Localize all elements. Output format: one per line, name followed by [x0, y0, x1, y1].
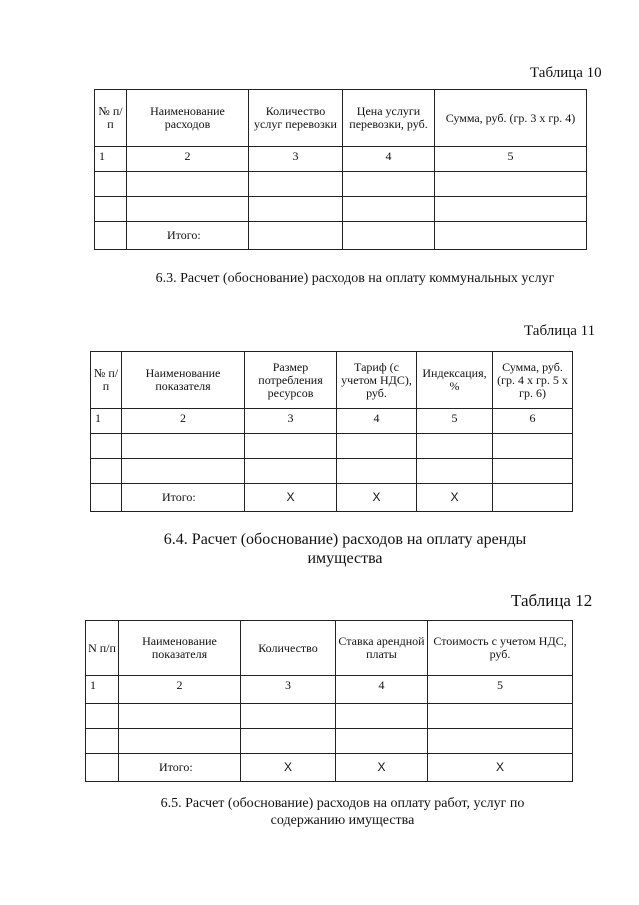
column-number: 2: [127, 147, 249, 172]
header-cell: Ставка арендной платы: [336, 621, 428, 676]
header-cell: Наименование расходов: [127, 90, 249, 147]
section-heading-6-3: 6.3. Расчет (обоснование) расходов на оплату коммунальных услуг: [155, 271, 555, 286]
header-cell: № п/п: [95, 90, 127, 147]
table-row: [95, 197, 587, 222]
column-number: 2: [119, 676, 241, 704]
total-cell: [249, 222, 343, 250]
table-header-row: [86, 621, 573, 676]
table10: [94, 89, 587, 250]
total-cell: [493, 484, 573, 512]
header-cell: Наименование показателя: [122, 352, 245, 409]
table10-caption: Таблица 10: [530, 65, 602, 81]
section-heading-6-5: 6.5. Расчет (обоснование) расходов на оплату работ, услуг по содержанию имущества: [160, 796, 525, 828]
column-number: 5: [417, 409, 493, 434]
total-label: Итого:: [127, 222, 249, 250]
column-number: 3: [249, 147, 343, 172]
table-header-row: [95, 90, 587, 147]
total-cell: X: [337, 484, 417, 512]
column-number: 5: [428, 676, 573, 704]
section-heading-6-4: 6.4. Расчет (обоснование) расходов на оплату аренды имущества: [163, 531, 527, 567]
total-cell: X: [336, 754, 428, 782]
column-number-row: [86, 676, 573, 704]
total-cell: [343, 222, 435, 250]
table11-caption: Таблица 11: [524, 323, 596, 339]
column-number: 3: [245, 409, 337, 434]
table11: [90, 351, 573, 512]
table-header-row: [91, 352, 573, 409]
header-cell: № п/п: [91, 352, 122, 409]
column-number-row: [91, 409, 573, 434]
total-cell: [435, 222, 587, 250]
table-row: [91, 434, 573, 459]
header-cell: Размер потребления ресурсов: [245, 352, 337, 409]
column-number: 4: [337, 409, 417, 434]
total-label: Итого:: [122, 484, 245, 512]
column-number: 4: [336, 676, 428, 704]
column-number: 5: [435, 147, 587, 172]
column-number: 1: [86, 676, 119, 704]
table-row: [86, 704, 573, 729]
table-row: [95, 172, 587, 197]
table-row: [86, 729, 573, 754]
header-cell: Наименование показателя: [119, 621, 241, 676]
column-number: 3: [241, 676, 336, 704]
header-cell: Индексация, %: [417, 352, 493, 409]
total-cell: X: [245, 484, 337, 512]
header-cell: Сумма, руб. (гр. 4 x гр. 5 x гр. 6): [493, 352, 573, 409]
column-number-row: [95, 147, 587, 172]
header-cell: N п/п: [86, 621, 119, 676]
header-cell: Стоимость с учетом НДС, руб.: [428, 621, 573, 676]
column-number: 1: [95, 147, 127, 172]
column-number: 1: [91, 409, 122, 434]
total-cell: X: [417, 484, 493, 512]
header-cell: Сумма, руб. (гр. 3 x гр. 4): [435, 90, 587, 147]
header-cell: Тариф (с учетом НДС), руб.: [337, 352, 417, 409]
column-number: 6: [493, 409, 573, 434]
total-cell: X: [428, 754, 573, 782]
table12-caption: Таблица 12: [511, 591, 593, 610]
header-cell: Количество услуг перевозки: [249, 90, 343, 147]
total-row: [91, 484, 573, 512]
total-cell: X: [241, 754, 336, 782]
total-row: [86, 754, 573, 782]
total-row: [95, 222, 587, 250]
table-row: [91, 459, 573, 484]
header-cell: Цена услуги перевозки, руб.: [343, 90, 435, 147]
total-label: Итого:: [119, 754, 241, 782]
table12: [85, 620, 573, 782]
column-number: 2: [122, 409, 245, 434]
column-number: 4: [343, 147, 435, 172]
header-cell: Количество: [241, 621, 336, 676]
